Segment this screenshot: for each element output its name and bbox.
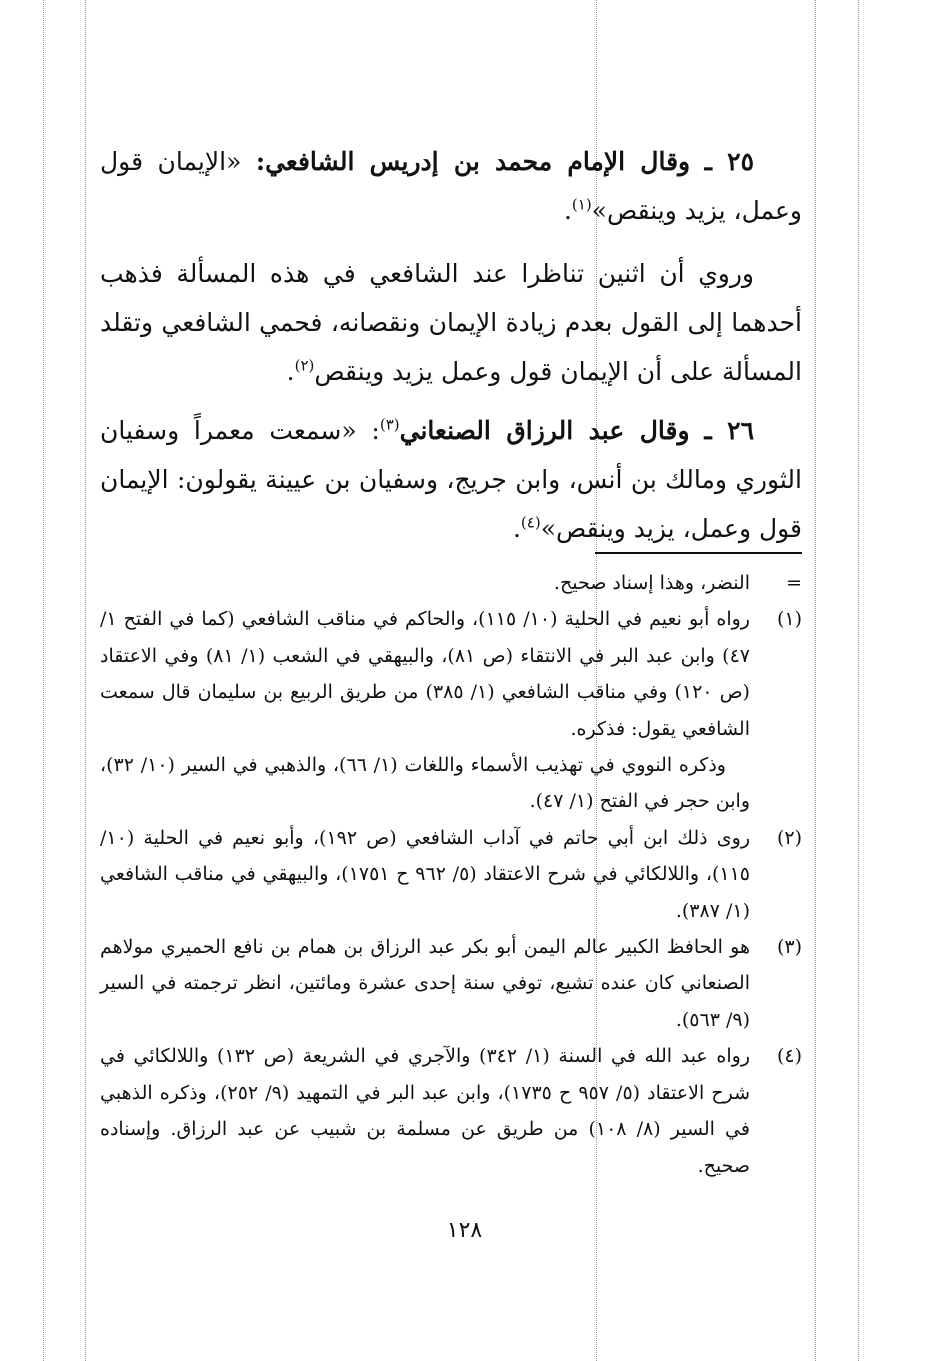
footnote-text: رواه أبو نعيم في الحلية (١٠/ ١١٥)، والحاكم في مناقب الشافعي (كما في الفتح ١/ ٤٧) وابن عبد البر في الانتقاء (ص ٨١)، والبيهقي في الشعب (١/ ٨١) وفي الاعتقاد (ص ١٢٠) وفي مناقب الشافعي (١/ ٣٨٥) من طريق الربيع بن سليمان قال سمعت الشافعي يقول: فذكره. — [100, 608, 750, 740]
footnote-1 — [100, 601, 802, 747]
narrator: وقال عبد الرزاق الصنعاني — [399, 416, 690, 445]
sentence-end: . — [563, 196, 572, 225]
item-number: ٢٥ ـ — [704, 147, 754, 176]
footnote-1-extra: وذكره النووي في تهذيب الأسماء واللغات (١/ ٦٦)، والذهبي في السير (١٠/ ٣٢)، وابن حجر في الفتح (١/ ٤٧). — [100, 754, 750, 813]
footnote-label: (٢) — [776, 826, 802, 849]
main-text — [100, 137, 802, 553]
paragraph-text: وروي أن اثنين تناظرا عند الشافعي في هذه المسألة فذهب أحدهما إلى القول بعدم زيادة الإيمان ونقصانه، فحمي الشافعي وتقلد المسألة على أن الإيمان قول وعمل يزيد وينقص — [100, 259, 802, 386]
footnote-ref: (٤) — [520, 513, 541, 532]
quote: «سمعت معمراً وسفيان الثوري ومالك بن أنس، وابن جريج، وسفيان بن عيينة يقولون: الإيمان قول وعمل، يزيد وينقص» — [100, 416, 802, 543]
footnote-label: (٣) — [776, 936, 802, 959]
paragraph-26 — [100, 406, 802, 553]
footnote-ref: (٣) — [379, 415, 400, 434]
narrator: وقال الإمام محمد بن إدريس الشافعي: — [255, 147, 691, 176]
footnote-2 — [100, 820, 802, 929]
footnote-label: = — [786, 572, 802, 594]
scan-guide-line — [85, 0, 86, 1361]
quote: «الإيمان قول وعمل، يزيد وينقص» — [100, 147, 802, 225]
sentence-end: . — [512, 514, 521, 543]
footnote-label: (٤) — [776, 1045, 802, 1068]
paragraph-25 — [100, 137, 802, 235]
scan-guide-line — [43, 0, 44, 1361]
footnote-separator — [595, 552, 802, 554]
footnote-4 — [100, 1038, 802, 1184]
footnote-text: النضر، وهذا إسناد صحيح. — [553, 572, 750, 594]
footnotes — [100, 565, 802, 1184]
footnote-continuation — [100, 565, 802, 601]
footnote-label: (١) — [776, 608, 802, 631]
footnote-text: رواه عبد الله في السنة (١/ ٣٤٢) والآجري في الشريعة (ص ١٣٢) واللالكائي في شرح الاعتقاد (٥/ ٩٥٧ ح ١٧٣٥)، وابن عبد البر في التمهيد (٩/ ٢٥٢)، وذكره الذهبي في السير (٨/ ١٠٨) من طريق عن مسلمة بن شبيب عن عبد الرزاق. وإسناده صحيح. — [100, 1045, 750, 1177]
scan-guide-line — [858, 0, 859, 1361]
item-number: ٢٦ ـ — [704, 416, 755, 445]
colon: : — [371, 416, 380, 445]
scan-guide-line — [815, 0, 816, 1361]
footnote-ref: (٢) — [294, 356, 315, 375]
footnote-3 — [100, 929, 802, 1038]
paragraph-25-note — [100, 249, 802, 396]
footnote-text: روى ذلك ابن أبي حاتم في آداب الشافعي (ص ١٩٢)، وأبو نعيم في الحلية (١٠/ ١١٥)، واللالكائي في شرح الاعتقاد (٥/ ٩٦٢ ح ١٧٥١)، والبيهقي في مناقب الشافعي (١/ ٣٨٧). — [100, 826, 751, 922]
footnote-text: هو الحافظ الكبير عالم اليمن أبو بكر عبد الرزاق بن همام بن نافع الحميري مولاهم الصنعاني كان عنده تشيع، توفي سنة إحدى عشرة ومائتين، انظر ترجمته في السير (٩/ ٥٦٣). — [100, 936, 750, 1031]
sentence-end: . — [286, 357, 295, 386]
page-number: ١٢٨ — [446, 1218, 483, 1243]
footnote-ref: (١) — [571, 195, 592, 214]
